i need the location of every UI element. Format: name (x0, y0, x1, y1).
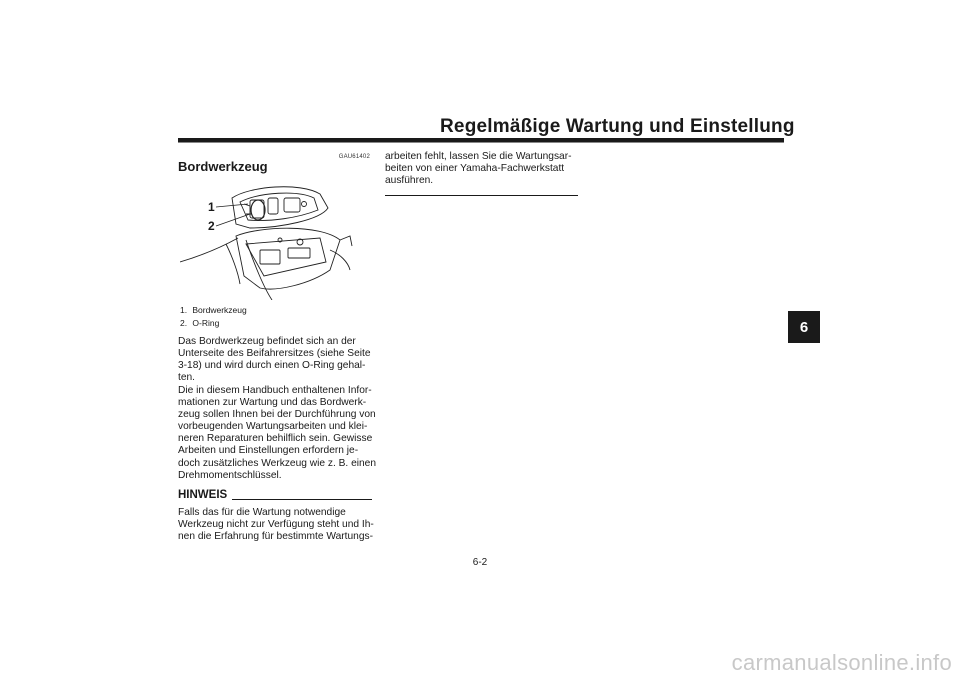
notice-rule (232, 499, 372, 500)
header-rule (178, 138, 784, 143)
text-line: Das Bordwerkzeug befindet sich an der (178, 336, 356, 347)
text-line: beiten von einer Yamaha-Fachwerkstatt (385, 163, 565, 175)
text-line: Die in diesem Handbuch enthaltenen Infor- (178, 385, 372, 396)
notice-text-left (178, 507, 373, 543)
caption-text: Bordwerkzeug (192, 305, 247, 315)
paragraph-maintenance-info (178, 385, 376, 482)
text-line: Drehmomentschlüssel. (178, 469, 282, 481)
page-header-title: Regelmäßige Wartung und Einstellung (440, 116, 795, 137)
text-line: 3-18) und wird durch einen O-Ring gehal- (178, 360, 366, 372)
watermark: carmanualsonline.info (731, 650, 952, 675)
text-line: Arbeiten und Einstellungen erfordern je- (178, 445, 359, 457)
text-line: arbeiten fehlt, lassen Sie die Wartungsar- (385, 151, 572, 162)
callout-2: 2 (208, 219, 215, 233)
tool-kit-illustration (180, 180, 370, 300)
notice-title: HINWEIS (178, 489, 228, 501)
text-line: Falls das für die Wartung notwendige (178, 507, 346, 518)
caption-2 (180, 318, 219, 328)
text-line: Werkzeug nicht zur Verfügung steht und Ih- (178, 519, 374, 531)
text-line: zeug sollen Ihnen bei der Durchführung von (178, 409, 376, 421)
text-line: doch zusätzliches Werkzeug wie z. B. einen (178, 457, 376, 469)
seat-underside-drawing (180, 180, 370, 300)
chapter-tab: 6 (788, 311, 820, 343)
text-line: ausführen. (385, 175, 434, 187)
caption-number: 2. (180, 318, 188, 328)
paragraph-location (178, 336, 373, 384)
text-line: neren Reparaturen behilflich sein. Gewisse (178, 433, 373, 445)
section-code: GAU61402 (338, 154, 370, 160)
text-line: Unterseite des Beifahrersitzes (siehe Seite (178, 348, 371, 360)
caption-1 (180, 305, 247, 315)
caption-text: O-Ring (192, 318, 220, 328)
page-number: 6-2 (472, 557, 488, 568)
callout-1: 1 (208, 200, 215, 214)
section-title: Bordwerkzeug (178, 159, 268, 174)
notice-end-rule (385, 195, 578, 196)
caption-number: 1. (180, 305, 188, 315)
notice-text-right (385, 151, 572, 187)
text-line: nen die Erfahrung für bestimmte Wartungs- (178, 531, 373, 543)
text-line: ten. (178, 372, 195, 384)
text-line: mationen zur Wartung und das Bordwerk- (178, 397, 367, 409)
text-line: vorbeugenden Wartungsarbeiten und klei- (178, 421, 368, 433)
